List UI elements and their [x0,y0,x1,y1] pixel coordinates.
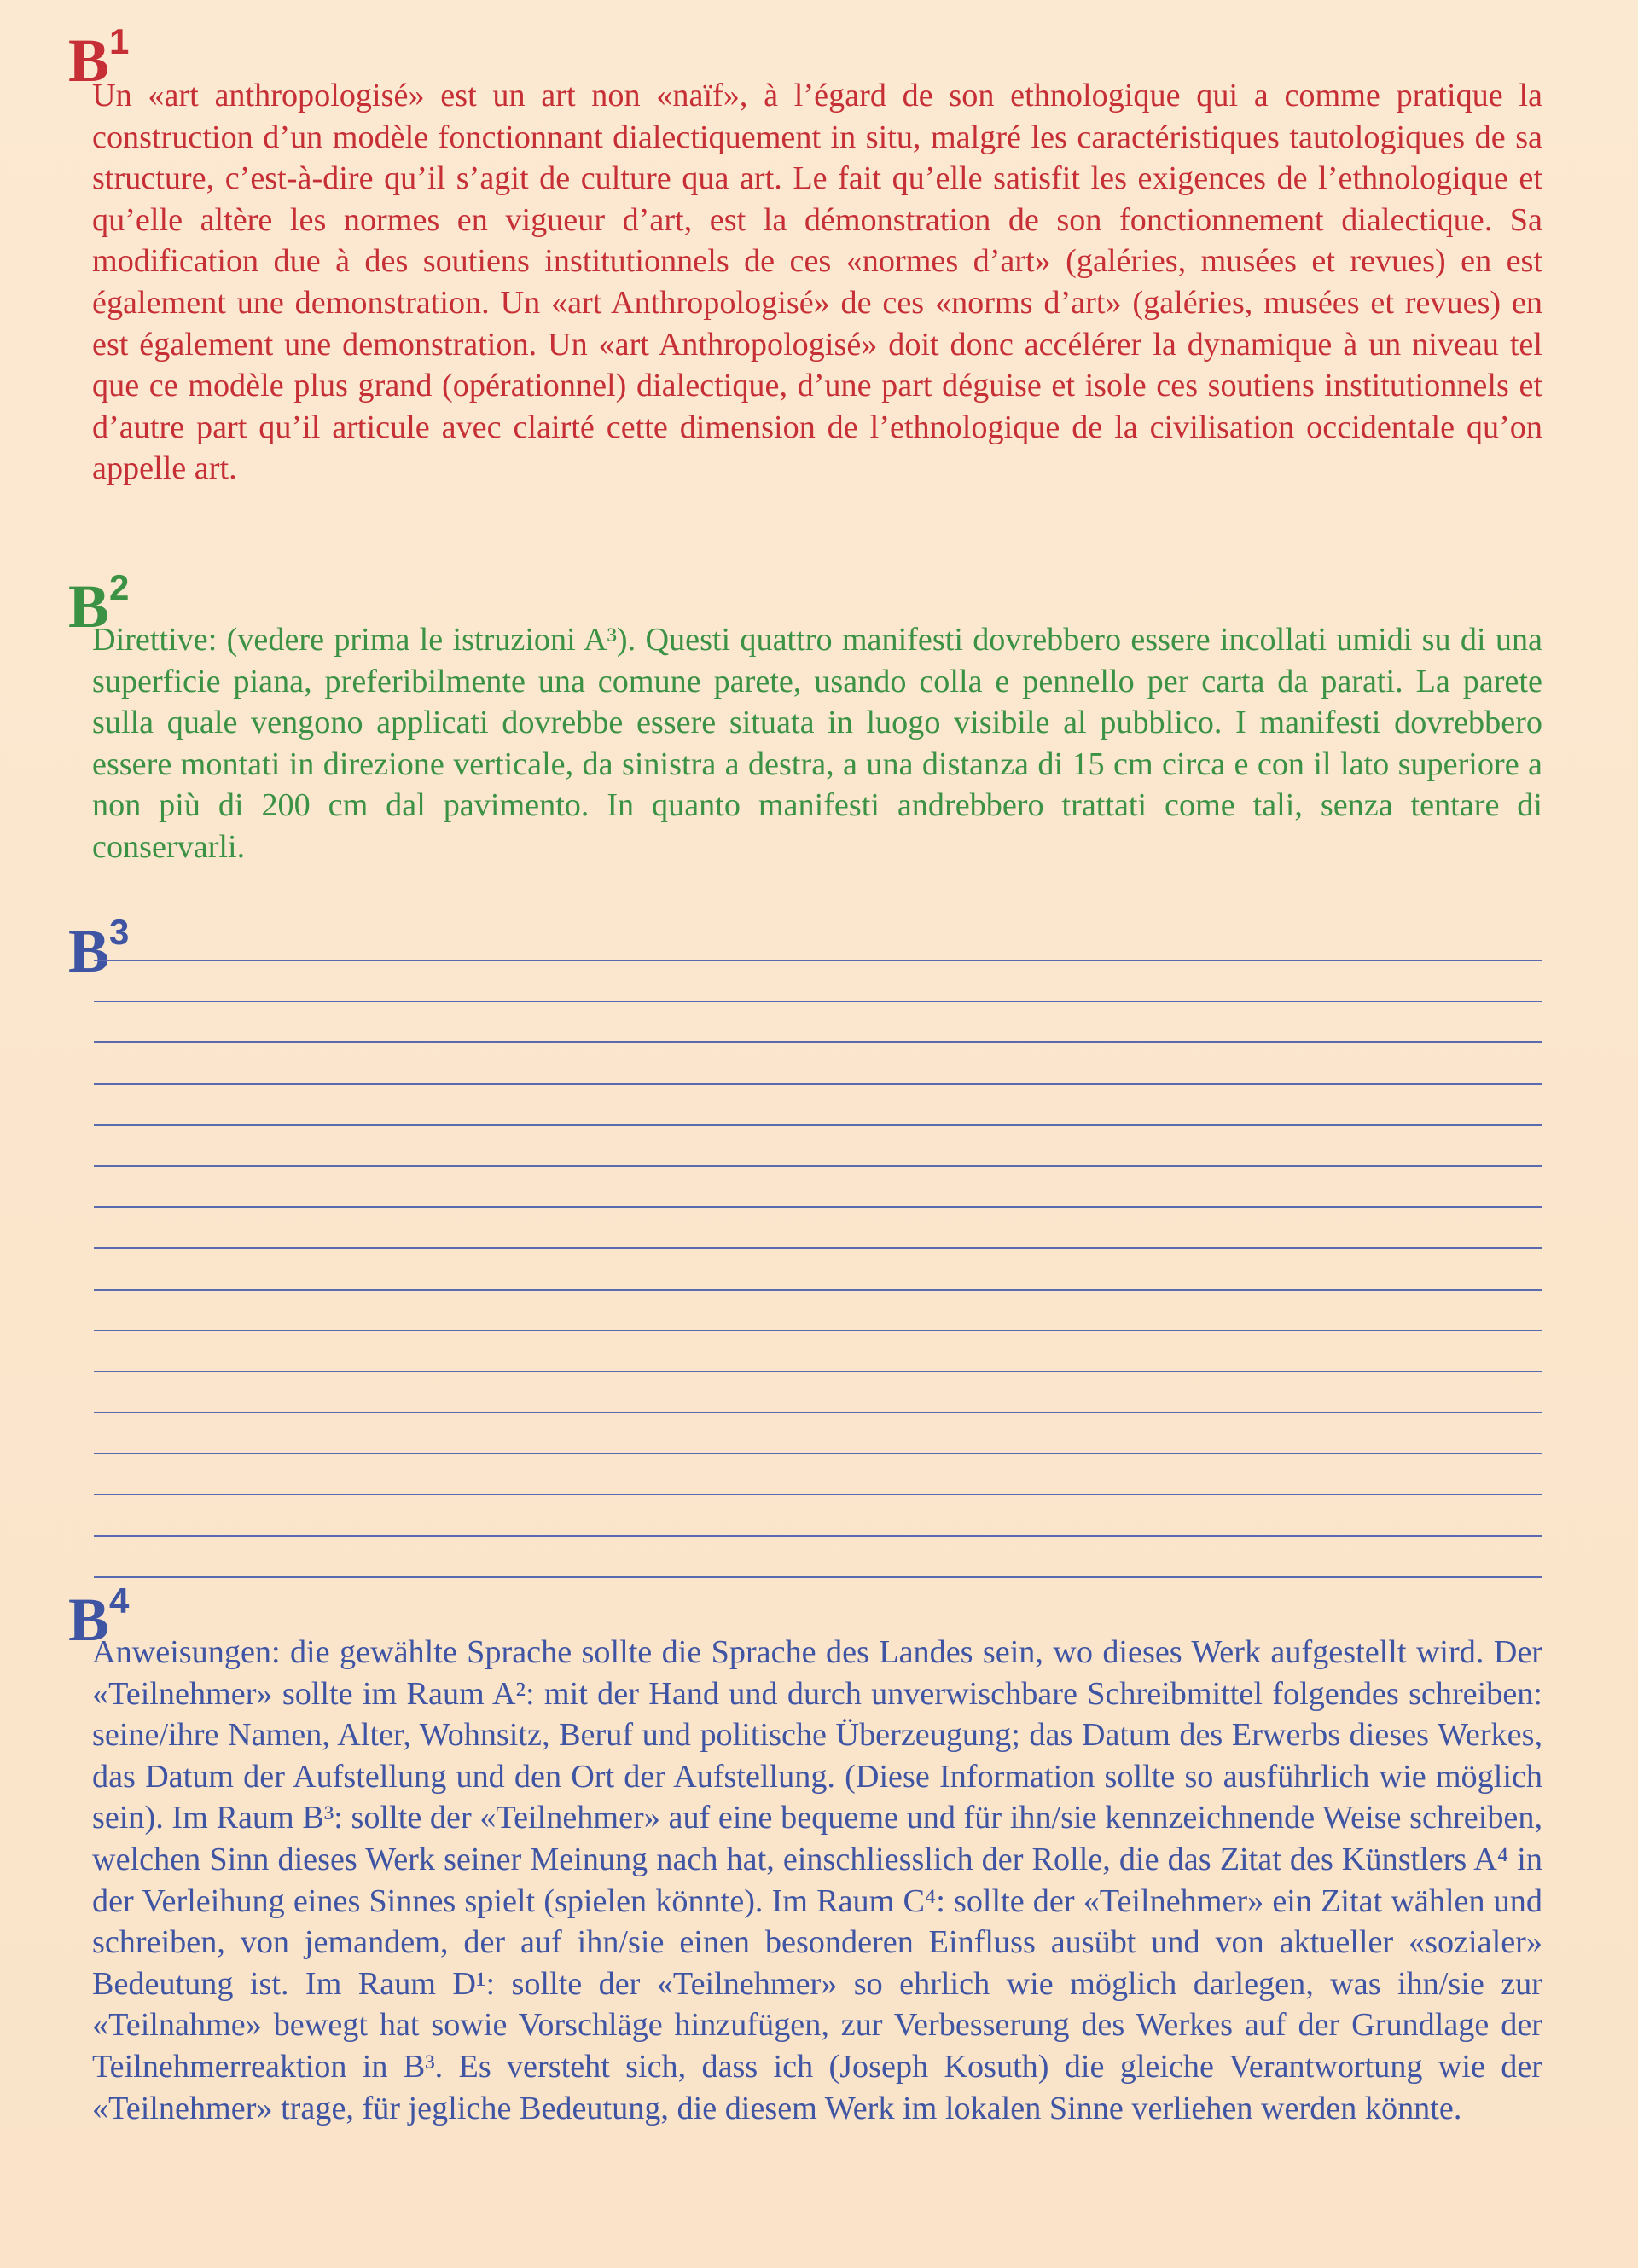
writing-line[interactable] [94,1165,1542,1167]
section-b4-text: Anweisungen: die gewählte Sprache sollte die Sprache des Landes sein, wo dieses Werk aufgestellt wird. Der «Teilnehmer» sollte im Raum A²: mit der Hand und durch unverwischbare Schreibmittel folgendes schreiben: seine/ihre Namen, Alter, Wohnsitz, Beruf und politische Überzeugung; das Datum des Erwerbs dieses Werkes, das Datum der Aufstellung und den Ort der Aufstellung. (Diese Information sollte so ausführlich wie möglich sein). Im Raum B³: sollte der «Teilnehmer» auf eine bequeme und für ihn/sie kennzeichnende Weise schreiben, welchen Sinn dieses Werk seiner Meinung nach hat, einschliesslich der Rolle, die das Zitat des Künstlers A⁴ in der Verleihung eines Sinnes spielt (spielen könnte). Im Raum C⁴: sollte der «Teilnehmer» ein Zitat wählen und schreiben, von jemandem, der auf ihn/sie einen besonderen Einfluss ausübt und von aktueller «sozialer» Bedeutung ist. Im Raum D¹: sollte der «Teilnehmer» so ehrlich wie möglich darlegen, was ihn/sie zur «Teilnahme» bewegt hat sowie Vorschläge hinzufügen, zur Verbesserung des Werkes auf der Grundlage der Teilnehmerreaktion in B³. Es versteht sich, dass ich (Joseph Kosuth) die gleiche Verantwortung wie der «Teilnehmer» trage, für jegliche Bedeutung, die diesem Werk im lokalen Sinne verliehen werden könnte. [92,1634,1542,2126]
writing-line[interactable] [94,1535,1542,1537]
writing-line[interactable] [94,1330,1542,1331]
writing-line[interactable] [94,1083,1542,1085]
b2-heading-letter: B [68,572,110,641]
writing-line[interactable] [94,1494,1542,1495]
writing-line[interactable] [94,1206,1542,1208]
writing-line[interactable] [94,1371,1542,1372]
b3-writing-lines[interactable] [94,960,1542,1617]
writing-line[interactable] [94,1453,1542,1454]
b3-heading-sup: 3 [109,912,130,952]
b1-heading-letter: B [68,26,110,95]
writing-line[interactable] [94,1576,1542,1578]
writing-line[interactable] [94,1124,1542,1126]
writing-line[interactable] [94,1247,1542,1249]
b3-heading-letter: B [68,917,110,985]
writing-line[interactable] [94,1289,1542,1291]
b2-heading-sup: 2 [109,567,130,607]
writing-line[interactable] [94,960,1542,961]
section-b1-text: Un «art anthropologisé» est un art non «naïf», à l’égard de son ethnologique qui a comme pratique la construction d’un modèle fonctionnant dialectiquement in situ, malgré les caractéristiques tautologiques de sa structure, c’est-à-dire qu’il s’agit de culture qua art. Le fait qu’elle satisfit les exigences de l’ethnologique et qu’elle altère les normes en vigueur d’art, est la démonstration de son fonctionnement dialectique. Sa modification due à des soutiens institutionnels de ces «normes d’art» (galéries, musées et revues) en est également une demonstration. Un «art Anthropologisé» de ces «norms d’art» (galéries, musées et revues) en est également une demonstration. Un «art Anthropologisé» doit donc accélérer la dynamique à un niveau tel que ce modèle plus grand (opérationnel) dialectique, d’une part déguise et isole ces soutiens institutionnels et d’autre part qu’il articule avec clairté cette dimension de l’ethnologique de la civilisation occidentale qu’on appelle art. [92,78,1542,487]
writing-line[interactable] [94,1412,1542,1413]
writing-line[interactable] [94,1001,1542,1002]
b1-heading-sup: 1 [109,21,130,61]
b4-heading-sup: 4 [109,1581,130,1621]
writing-line[interactable] [94,1041,1542,1043]
section-b2-text: Direttive: (vedere prima le istruzioni A³). Questi quattro manifesti dovrebbero essere incollati umidi su di una superficie piana, preferibilmente una comune parete, usando colla e pennello per carta da parati. La parete sulla quale vengono applicati dovrebbe essere situata in luogo visibile al pubblico. I manifesti dovrebbero essere montati in direzione verticale, da sinistra a destra, a una distanza di 15 cm circa e con il lato superiore a non più di 200 cm dal pavimento. In quanto manifesti andrebbero trattati come tali, senza tentare di conservarli. [92,622,1542,865]
b4-heading-letter: B [68,1586,110,1654]
